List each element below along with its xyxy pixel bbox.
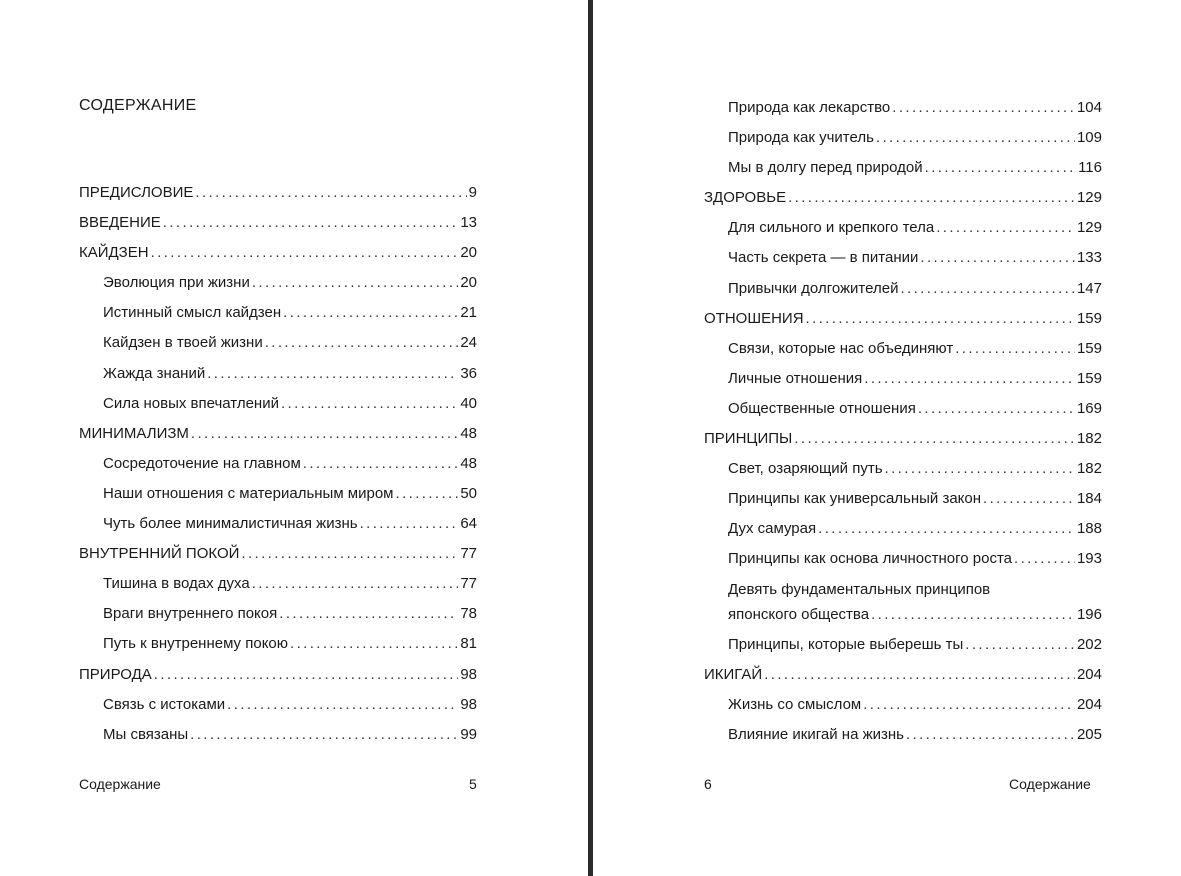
toc-subentry[interactable]: [704, 394, 1102, 424]
toc-entry-principles[interactable]: [704, 424, 1102, 454]
toc-entry-ikigai[interactable]: [704, 660, 1102, 690]
entry-label: Природа как учитель: [728, 129, 874, 147]
entry-label: Связь с истоками: [103, 695, 226, 713]
entry-label-continued: японского общества: [728, 605, 870, 623]
toc-subentry-wrapped[interactable]: [704, 575, 1102, 630]
entry-label: ОТНОШЕНИЯ: [704, 309, 804, 327]
entry-page: 36: [460, 364, 477, 382]
entry-label: Истинный смысл кайдзен: [103, 304, 282, 322]
entry-label: Чуть более минималистичная жизнь: [103, 515, 358, 533]
entry-label: Эволюция при жизни: [103, 274, 250, 292]
toc-list-left: [79, 178, 477, 750]
entry-label: Путь к внутреннему покою: [103, 635, 289, 653]
entry-page: 202: [1076, 635, 1102, 653]
toc-subentry[interactable]: [79, 479, 477, 509]
entry-label: Тишина в водах духа: [103, 575, 250, 593]
toc-subentry[interactable]: [704, 514, 1102, 544]
toc-subentry[interactable]: [704, 274, 1102, 304]
entry-label: Враги внутреннего покоя: [103, 605, 278, 623]
entry-page: 77: [460, 545, 477, 563]
toc-subentry[interactable]: [79, 720, 477, 750]
toc-subentry[interactable]: [79, 359, 477, 389]
entry-page: 13: [460, 214, 477, 232]
toc-subentry[interactable]: [79, 268, 477, 298]
entry-label: МИНИМАЛИЗМ: [79, 424, 189, 442]
toc-entry-preface[interactable]: [79, 178, 477, 208]
entry-label: ИКИГАЙ: [704, 665, 763, 683]
entry-page: 184: [1076, 490, 1102, 508]
entry-label: Влияние икигай на жизнь: [728, 725, 904, 743]
entry-label: Кайдзен в твоей жизни: [103, 334, 263, 352]
entry-page: 188: [1076, 520, 1102, 538]
entry-label: КАЙДЗЕН: [79, 244, 149, 262]
entry-label: Наши отношения с материальным миром: [103, 484, 394, 502]
toc-entry-minimalism[interactable]: [79, 419, 477, 449]
entry-page: 81: [460, 635, 477, 653]
entry-label: Часть секрета — в питании: [728, 249, 919, 267]
toc-subentry[interactable]: [704, 364, 1102, 394]
entry-page: 193: [1076, 550, 1102, 568]
toc-entry-kaizen[interactable]: [79, 238, 477, 268]
toc-subentry[interactable]: [704, 153, 1102, 183]
entry-page: 159: [1076, 339, 1102, 357]
entry-page: 159: [1076, 369, 1102, 387]
toc-subentry[interactable]: [79, 328, 477, 358]
entry-label: Дух самурая: [728, 520, 817, 538]
toc-subentry[interactable]: [79, 509, 477, 539]
entry-page: 77: [460, 575, 477, 593]
entry-label: Девять фундаментальных принципов: [728, 580, 991, 598]
entry-label: ЗДОРОВЬЕ: [704, 189, 787, 207]
entry-label: Свет, озаряющий путь: [728, 460, 883, 478]
entry-page: 48: [460, 424, 477, 442]
entry-page: 20: [460, 274, 477, 292]
entry-page: 109: [1076, 129, 1102, 147]
entry-page: 182: [1076, 430, 1102, 448]
entry-label: Для сильного и крепкого тела: [728, 219, 935, 237]
entry-label: ВВЕДЕНИЕ: [79, 214, 161, 232]
toc-subentry[interactable]: [79, 599, 477, 629]
entry-page: 21: [460, 304, 477, 322]
toc-subentry[interactable]: [704, 93, 1102, 123]
entry-page: 133: [1076, 249, 1102, 267]
toc-title: СОДЕРЖАНИЕ: [79, 97, 197, 114]
toc-subentry[interactable]: [704, 630, 1102, 660]
entry-page: 24: [460, 334, 477, 352]
entry-label: ПРИРОДА: [79, 665, 152, 683]
entry-label: Жажда знаний: [103, 364, 206, 382]
toc-entry-introduction[interactable]: [79, 208, 477, 238]
entry-label: Связи, которые нас объединяют: [728, 339, 954, 357]
running-footer-title: Содержание: [79, 776, 161, 792]
entry-label: Принципы, которые выберешь ты: [728, 635, 964, 653]
entry-page: 9: [468, 184, 477, 201]
page-number: 5: [469, 776, 477, 792]
entry-page: 98: [460, 695, 477, 713]
entry-page: 159: [1076, 309, 1102, 327]
entry-page: 182: [1076, 460, 1102, 478]
entry-page: 196: [1076, 605, 1102, 623]
entry-page: 98: [460, 665, 477, 683]
running-footer-title: Содержание: [1009, 776, 1091, 792]
toc-subentry[interactable]: [704, 123, 1102, 153]
entry-label: Личные отношения: [728, 369, 863, 387]
entry-label: Общественные отношения: [728, 399, 916, 417]
toc-subentry[interactable]: [704, 544, 1102, 574]
entry-label: Природа как лекарство: [728, 99, 891, 116]
entry-page: 78: [460, 605, 477, 623]
left-page: [0, 0, 588, 876]
entry-label: Мы в долгу перед природой: [728, 159, 923, 177]
toc-subentry[interactable]: [704, 690, 1102, 720]
entry-page: 50: [460, 484, 477, 502]
toc-subentry[interactable]: [79, 449, 477, 479]
entry-label: ПРИНЦИПЫ: [704, 430, 793, 448]
entry-page: 129: [1076, 189, 1102, 207]
entry-label: Привычки долгожителей: [728, 279, 899, 297]
toc-entry-inner-peace[interactable]: [79, 539, 477, 569]
entry-page: 99: [460, 725, 477, 743]
page-number: 6: [704, 776, 712, 792]
toc-subentry[interactable]: [704, 213, 1102, 243]
entry-page: 116: [1078, 159, 1102, 177]
entry-label: Принципы как универсальный закон: [728, 490, 982, 508]
toc-subentry[interactable]: [79, 629, 477, 659]
entry-label: ВНУТРЕННИЙ ПОКОЙ: [79, 545, 240, 563]
entry-page: 169: [1076, 399, 1102, 417]
entry-label: Сосредоточение на главном: [103, 454, 301, 472]
entry-page: 64: [460, 515, 477, 533]
entry-page: 48: [460, 454, 477, 472]
entry-page: 204: [1076, 695, 1102, 713]
toc-entry-relationships[interactable]: [704, 304, 1102, 334]
entry-page: 129: [1076, 219, 1102, 237]
entry-label: ПРЕДИСЛОВИЕ: [79, 184, 194, 201]
toc-entry-nature[interactable]: [79, 660, 477, 690]
toc-subentry[interactable]: [704, 334, 1102, 364]
toc-subentry[interactable]: [704, 484, 1102, 514]
entry-page: 40: [460, 394, 477, 412]
toc-subentry[interactable]: [704, 720, 1102, 750]
entry-page: 20: [460, 244, 477, 262]
toc-subentry[interactable]: [79, 569, 477, 599]
entry-page: 104: [1076, 99, 1102, 116]
toc-list-right: [704, 93, 1102, 750]
toc-subentry[interactable]: [79, 389, 477, 419]
entry-page: 205: [1076, 725, 1102, 743]
entry-label: Принципы как основа личностного роста: [728, 550, 1013, 568]
right-page: [593, 0, 1181, 876]
entry-page: 204: [1076, 665, 1102, 683]
toc-subentry[interactable]: [704, 454, 1102, 484]
entry-page: 147: [1076, 279, 1102, 297]
toc-subentry[interactable]: [79, 298, 477, 328]
toc-subentry[interactable]: [704, 243, 1102, 273]
entry-label: Жизнь со смыслом: [728, 695, 862, 713]
entry-label: Сила новых впечатлений: [103, 394, 279, 412]
entry-label: Мы связаны: [103, 725, 189, 743]
toc-entry-health[interactable]: [704, 183, 1102, 213]
toc-subentry[interactable]: [79, 690, 477, 720]
